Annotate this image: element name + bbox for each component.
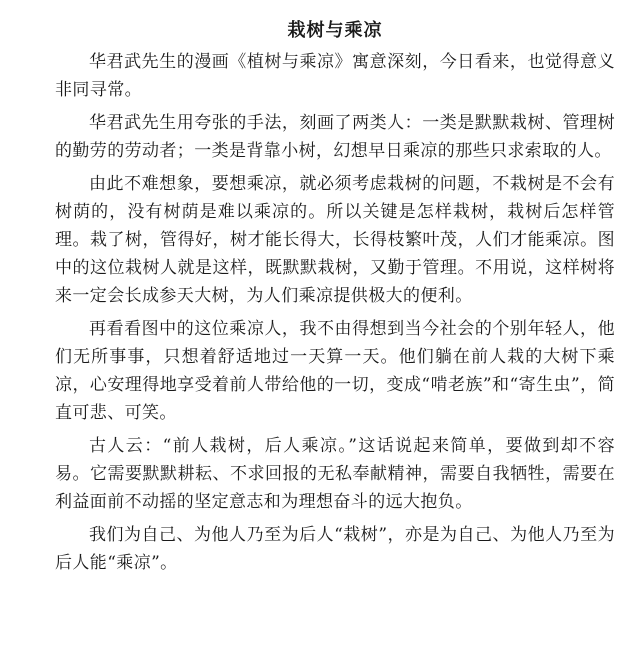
paragraph-2: 华君武先生用夸张的手法，刻画了两类人：一类是默默栽树、管理树的勤劳的劳动者；一类是背靠小树，幻想早日乘凉的那些只求索取的人。	[55, 113, 615, 161]
paragraph-4: 再看看图中的这位乘凉人，我不由得想到当今社会的个别年轻人，他们无所事事，只想着舒适地过一天算一天。他们躺在前人栽的大树下乘凉，心安理得地享受着前人带给他的一切，变成“啃老族”和“寄生虫”，简直可悲、可笑。	[55, 319, 615, 423]
document-page	[55, 18, 615, 582]
paragraph-3: 由此不难想象，要想乘凉，就必须考虑栽树的问题，不栽树是不会有树荫的，没有树荫是难以乘凉的。所以关键是怎样栽树，栽树后怎样管理。栽了树，管得好，树才能长得大，长得枝繁叶茂，人们才能乘凉。图中的这位栽树人就是这样，既默默栽树，又勤于管理。不用说，这样树将来一定会长成参天大树，为人们乘凉提供极大的便利。	[55, 174, 615, 306]
article-title: 栽树与乘凉	[287, 20, 383, 41]
paragraph-6: 我们为自己、为他人乃至为后人“栽树”，亦是为自己、为他人乃至为后人能“乘凉”。	[55, 525, 615, 573]
paragraph-5: 古人云：“前人栽树，后人乘凉。”这话说起来简单，要做到却不容易。它需要默默耕耘、不求回报的无私奉献精神，需要自我牺牲，需要在利益面前不动摇的坚定意志和为理想奋斗的远大抱负。	[55, 436, 615, 512]
paragraph-1: 华君武先生的漫画《植树与乘凉》寓意深刻，今日看来，也觉得意义非同寻常。	[55, 52, 615, 100]
